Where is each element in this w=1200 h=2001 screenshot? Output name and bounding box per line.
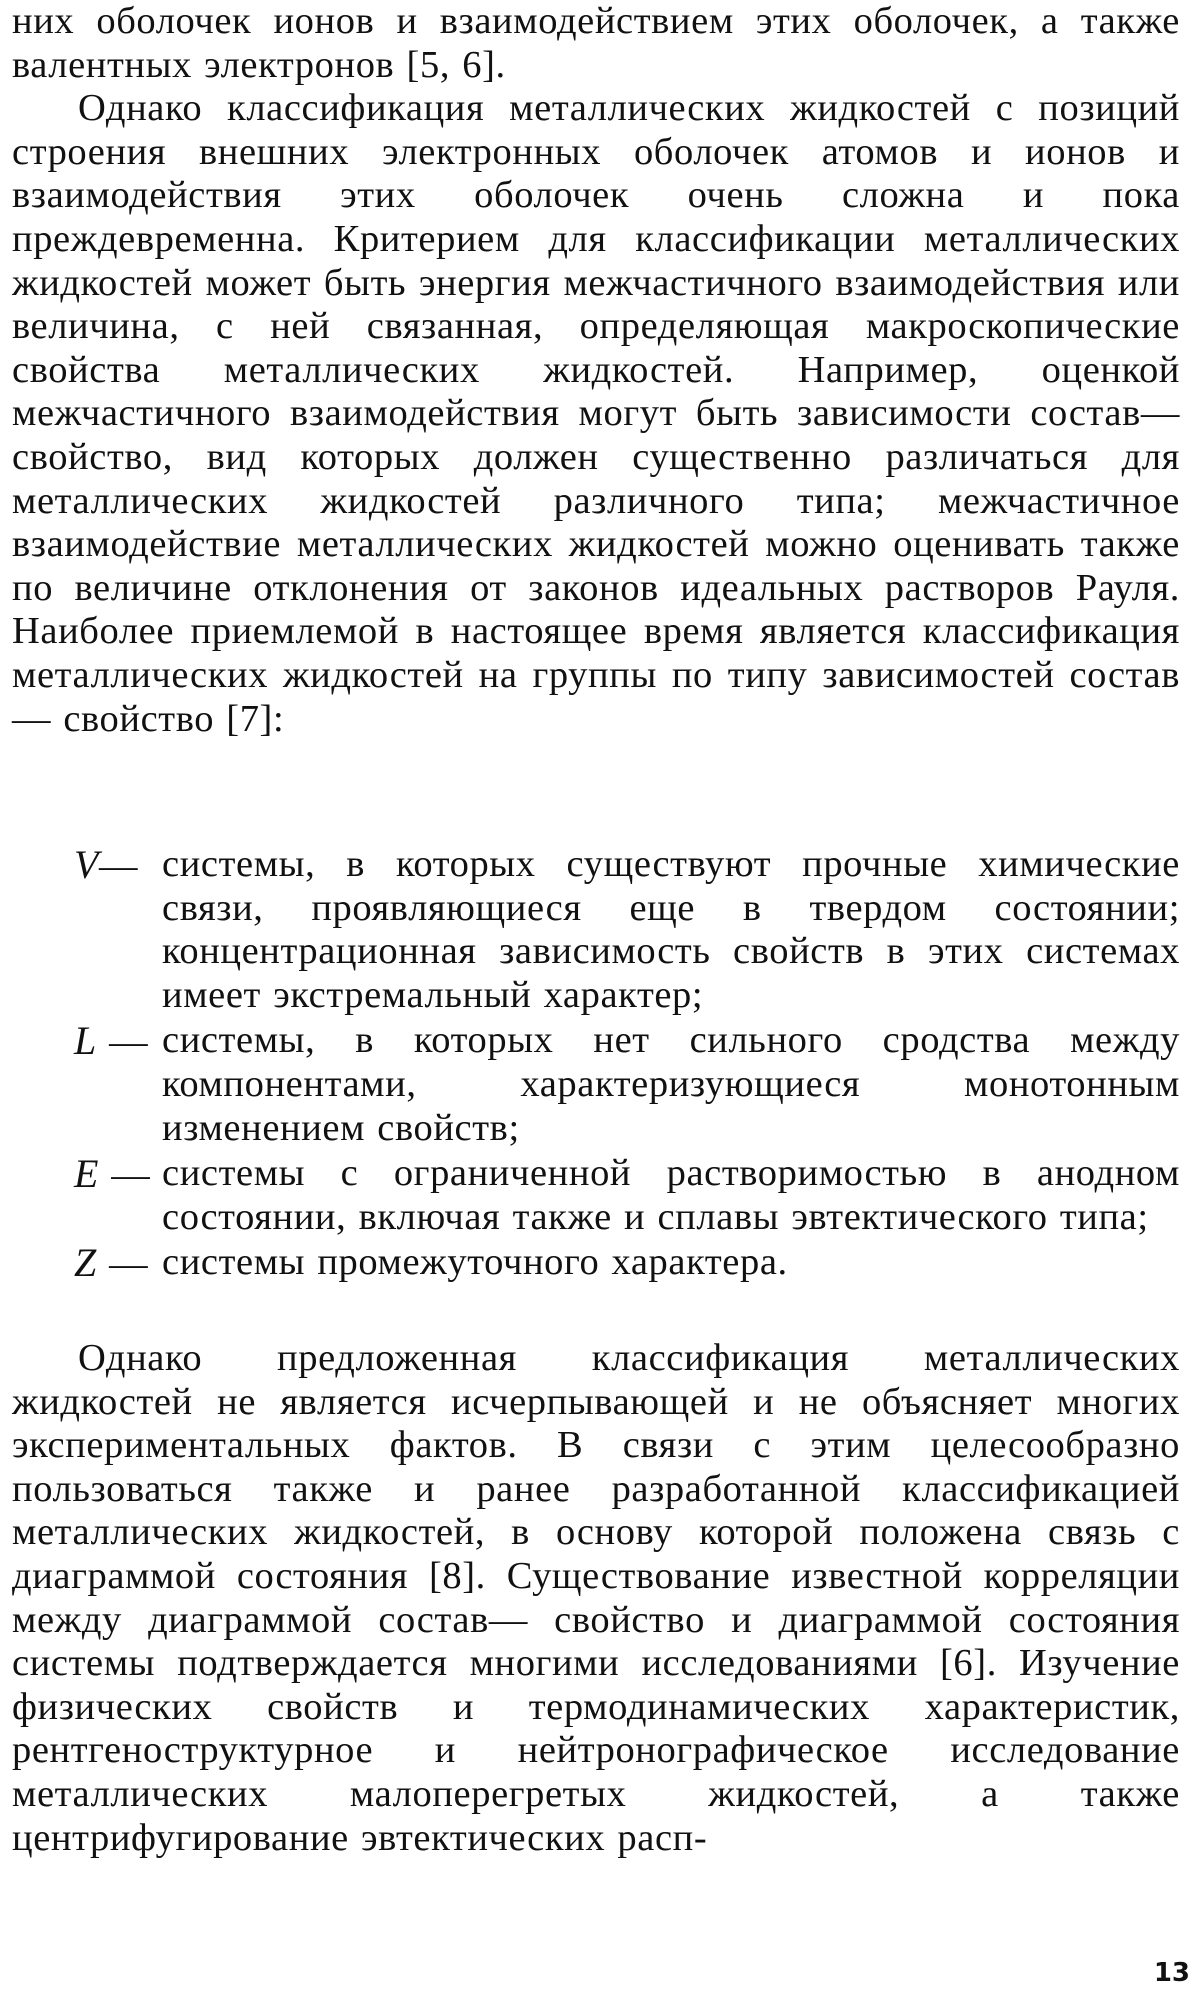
list-dash: — [96,1021,149,1064]
list-marker [12,1152,162,1198]
list-letter: E [74,1151,100,1197]
list-item-v [12,843,1180,1017]
list-marker [12,1241,162,1287]
list-item-text: системы промежуточного характера. [162,1241,788,1284]
list-letter: V [74,842,100,887]
list-item-z [12,1241,1180,1287]
list-item-text: системы, в которых нет сильного сродства между компонентами, характеризующиеся монотонным изменением свойств; [162,1019,1180,1149]
continued-paragraph: них оболочек ионов и взаимодействием этих оболочек, а также валентных электронов [5, 6]. [12,0,1180,86]
list-letter: Z [74,1240,97,1286]
classification-list [12,843,1180,1289]
page-number: 13 [1153,1958,1190,1988]
list-item-text: системы с ограниченной растворимостью в анодном состоянии, включая также и сплавы эвтектического типа; [162,1152,1180,1238]
paragraph-classification: Однако классификация металлических жидкостей с позиций строения внешних электронных оболочек атомов и ионов и взаимодействия этих оболочек очень сложна и пока преждевременна. Критерием для классификации металлических жидкостей может быть энергия межчастичного взаимодействия или величина, с ней связанная, определяющая макроскопические свойства металлических жидкостей. Например, оценкой межчастичного взаимодействия могут быть зависимости состав—свойство, вид которых должен существенно различаться для металлических жидкостей различного типа; межчастичное взаимодействие металлических жидкостей можно оценивать также по величине отклонения от законов идеальных растворов Рауля. Наиболее приемлемой в настоящее время является классификация металлических жидкостей на группы по типу зависимостей состав — свойство [7]: [12,87,1180,740]
paragraph-correlation: Однако предложенная классификация металлических жидкостей не является исчерпывающей и не объясняет многих экспериментальных фактов. В связи с этим целесообразно пользоваться также и ранее разработанной классификацией металлических жидкостей, в основу которой положена связь с диаграммой состояния [8]. Существование известной корреляции между диаграммой состав— свойство и диаграммой состояния системы подтверждается многими исследованиями [6]. Изучение физических свойств и термодинамических характеристик, рентгеноструктурное и нейтронографическое исследование металлических малоперегретых жидкостей, а также центрифугирование эвтектических расп- [12,1337,1180,1859]
body-text-top [12,0,1180,741]
list-item-text: системы, в которых существуют прочные химические связи, проявляющиеся еще в твердом состоянии; концентрационная зависимость свойств в этих системах имеет экстремальный характер; [162,843,1180,1016]
list-dash: — [99,845,139,887]
body-text-bottom [12,1337,1180,1860]
list-item-l [12,1019,1180,1150]
list-item-e [12,1152,1180,1239]
list-dash: — [96,1243,149,1286]
list-marker [12,843,162,889]
list-marker [12,1019,162,1065]
list-letter: L [74,1018,97,1064]
list-dash: — [99,1154,151,1197]
